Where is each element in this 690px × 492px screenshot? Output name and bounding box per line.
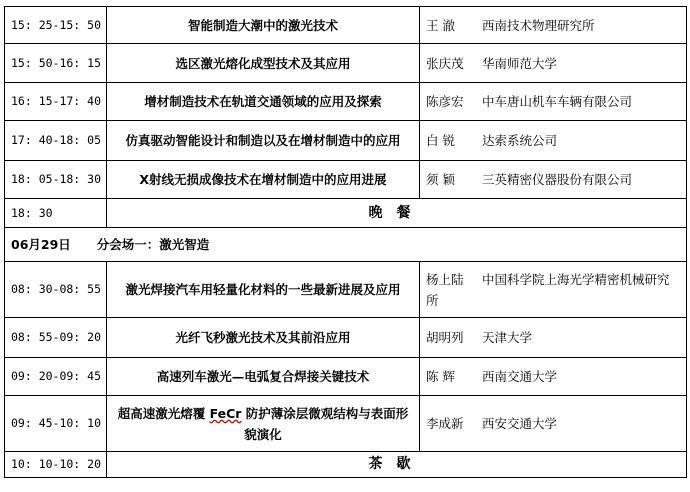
- speaker-name: 须 颖: [426, 172, 455, 187]
- speaker-name: 胡明列: [426, 330, 464, 345]
- day-date: 06月29日: [11, 237, 71, 252]
- speaker-org: 西安交通大学: [482, 416, 558, 431]
- topic-cell: 光纤飞秒激光技术及其前沿应用: [107, 318, 420, 358]
- topic-text-post: 防护薄涂层微观结构与表面形貌演化: [241, 405, 409, 442]
- topic-cell: 选区激光熔化成型技术及其应用: [107, 44, 420, 83]
- dinner-label: 晚餐: [107, 199, 687, 228]
- topic-cell: 仿真驱动智能设计和制造以及在增材制造中的应用: [107, 121, 420, 161]
- time-cell: 16: 15-17: 40: [5, 83, 107, 121]
- time-cell: 18: 05-18: 30: [5, 161, 107, 199]
- table-row: [5, 161, 687, 199]
- speaker-cell: [420, 44, 687, 83]
- speaker-org: 天津大学: [482, 330, 533, 345]
- topic-cell: [107, 396, 420, 452]
- speaker-name: 陈彦宏: [426, 94, 464, 109]
- speaker-org: 华南师范大学: [482, 55, 558, 71]
- topic-formula: FeCr: [209, 405, 242, 421]
- speaker-name: 杨上陆: [426, 271, 464, 287]
- time-cell: 15: 50-16: 15: [5, 44, 107, 83]
- time-cell: 09: 20-09: 45: [5, 358, 107, 396]
- table-row: [5, 83, 687, 121]
- speaker-org: 中车唐山机车车辆有限公司: [482, 94, 633, 109]
- tea-label: 茶歇: [107, 452, 687, 478]
- day-header: [5, 228, 687, 262]
- day-header-row: [5, 228, 687, 262]
- time-cell: 10: 10-10: 20: [5, 452, 107, 478]
- time-cell: 18: 30: [5, 199, 107, 228]
- time-cell: 08: 55-09: 20: [5, 318, 107, 358]
- table-row: [5, 318, 687, 358]
- speaker-org: 西南交通大学: [482, 369, 558, 384]
- speaker-name: 王 澈: [426, 17, 455, 33]
- topic-cell: X射线无损成像技术在增材制造中的应用进展: [107, 161, 420, 199]
- time-cell: 08: 30-08: 55: [5, 262, 107, 318]
- tea-row: [5, 452, 687, 478]
- time-cell: 09: 45-10: 10: [5, 396, 107, 452]
- topic-cell: 智能制造大潮中的激光技术: [107, 7, 420, 44]
- speaker-org: 三英精密仪器股份有限公司: [482, 172, 633, 187]
- speaker-name: 李成新: [426, 416, 464, 431]
- table-row: [5, 358, 687, 396]
- speaker-org: 达索系统公司: [482, 133, 558, 148]
- speaker-cell: [420, 7, 687, 44]
- speaker-name: 白 锐: [426, 133, 455, 148]
- topic-text-pre: 超高速激光熔覆: [117, 405, 210, 421]
- speaker-org: 西南技术物理研究所: [482, 17, 595, 33]
- time-cell: 17: 40-18: 05: [5, 121, 107, 161]
- table-row: [5, 7, 687, 44]
- speaker-name: 张庆茂: [426, 55, 464, 71]
- speaker-cell: [420, 83, 687, 121]
- speaker-cell: [420, 396, 687, 452]
- speaker-name: 陈 辉: [426, 369, 455, 384]
- speaker-cell: [420, 161, 687, 199]
- table-row: [5, 396, 687, 452]
- speaker-cell: [420, 358, 687, 396]
- speaker-cell: [420, 318, 687, 358]
- speaker-cell: [420, 121, 687, 161]
- schedule-table: [4, 6, 687, 478]
- table-row: [5, 262, 687, 318]
- table-row: [5, 121, 687, 161]
- speaker-org: 中国科学院上海光学精密机械研究所: [426, 271, 670, 308]
- speaker-cell: [420, 262, 687, 318]
- table-row: [5, 44, 687, 83]
- topic-cell: 高速列车激光—电弧复合焊接关键技术: [107, 358, 420, 396]
- dinner-row: [5, 199, 687, 228]
- day-venue: 分会场一：激光智造: [96, 237, 210, 252]
- topic-cell: 增材制造技术在轨道交通领域的应用及探索: [107, 83, 420, 121]
- topic-cell: 激光焊接汽车用轻量化材料的一些最新进展及应用: [107, 262, 420, 318]
- time-cell: 15: 25-15: 50: [5, 7, 107, 44]
